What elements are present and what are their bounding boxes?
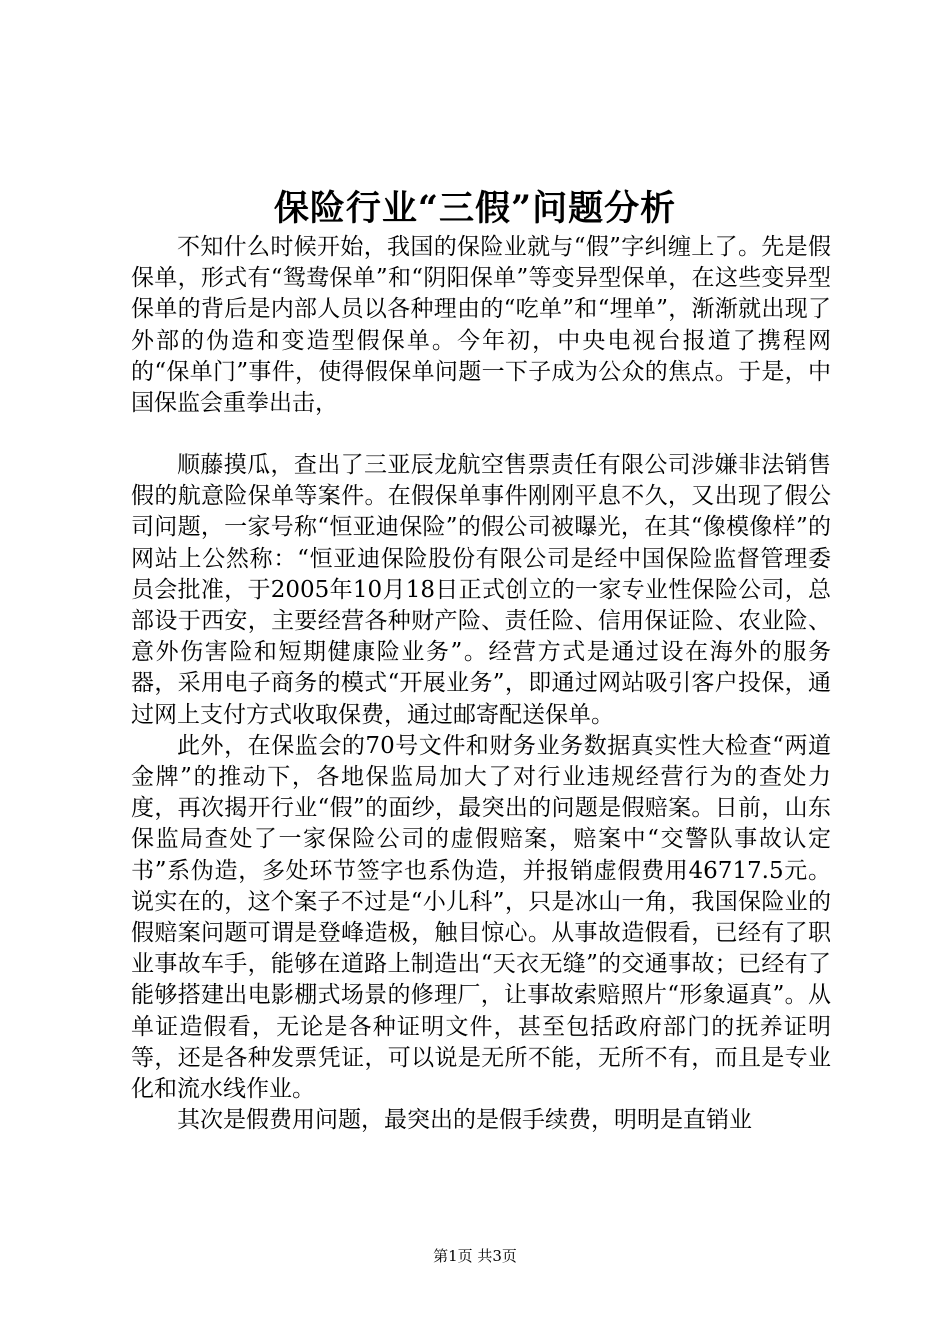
paragraph-2: 顺藤摸瓜，查出了三亚辰龙航空售票责任有限公司涉嫌非法销售假的航意险保单等案件。在假保单事件刚刚平息不久，又出现了假公司问题，一家号称“恒亚迪保险”的假公司被曝光，在其“像模像样”的网站上公然称：“恒亚迪保险股份有限公司是经中国保险监督管理委员会批准，于2005年10月18日正式创立的一家专业性保险公司，总部设于西安，主要经营各种财产险、责任险、信用保证险、农业险、意外伤害险和短期健康险业务”。经营方式是通过设在海外的服务器，采用电子商务的模式“开展业务”，即通过网站吸引客户投保，通过网上支付方式收取保费，通过邮寄配送保单。 <box>131 452 831 728</box>
paragraph-4: 其次是假费用问题，最突出的是假手续费，明明是直销业 <box>177 1107 752 1134</box>
text-block-main <box>131 450 831 1136</box>
paragraph-1: 不知什么时候开始，我国的保险业就与“假”字纠缠上了。先是假保单，形式有“鸳鸯保单”和“阴阳保单”等变异型保单，在这些变异型保单的背后是内部人员以各种理由的“吃单”和“埋单”，渐渐就出现了外部的伪造和变造型假保单。今年初，中央电视台报道了携程网的“保单门”事件，使得假保单问题一下子成为公众的焦点。于是，中国保监会重拳出击， <box>131 234 831 417</box>
page-footer: 第1页 共3页 <box>433 1247 517 1265</box>
document-title: 保险行业“三假”问题分析 <box>273 188 677 229</box>
text-block-top <box>131 232 831 419</box>
paragraph-3: 此外，在保监会的70号文件和财务业务数据真实性大检查“两道金牌”的推动下，各地保监局加大了对行业违规经营行为的查处力度，再次揭开行业“假”的面纱，最突出的问题是假赔案。日前，山东保监局查处了一家保险公司的虚假赔案，赔案中“交警队事故认定书”系伪造，多处环节签字也系伪造，并报销虚假费用46717.5元。说实在的，这个案子不过是“小儿科”，只是冰山一角，我国保险业的假赔案问题可谓是登峰造极，触目惊心。从事故造假看，已经有了职业事故车手，能够在道路上制造出“天衣无缝”的交通事故；已经有了能够搭建出电影棚式场景的修理厂，让事故索赔照片“形象逼真”。从单证造假看，无论是各种证明文件，甚至包括政府部门的抚养证明等，还是各种发票凭证，可以说是无所不能，无所不有，而且是专业化和流水线作业。 <box>131 732 831 1103</box>
